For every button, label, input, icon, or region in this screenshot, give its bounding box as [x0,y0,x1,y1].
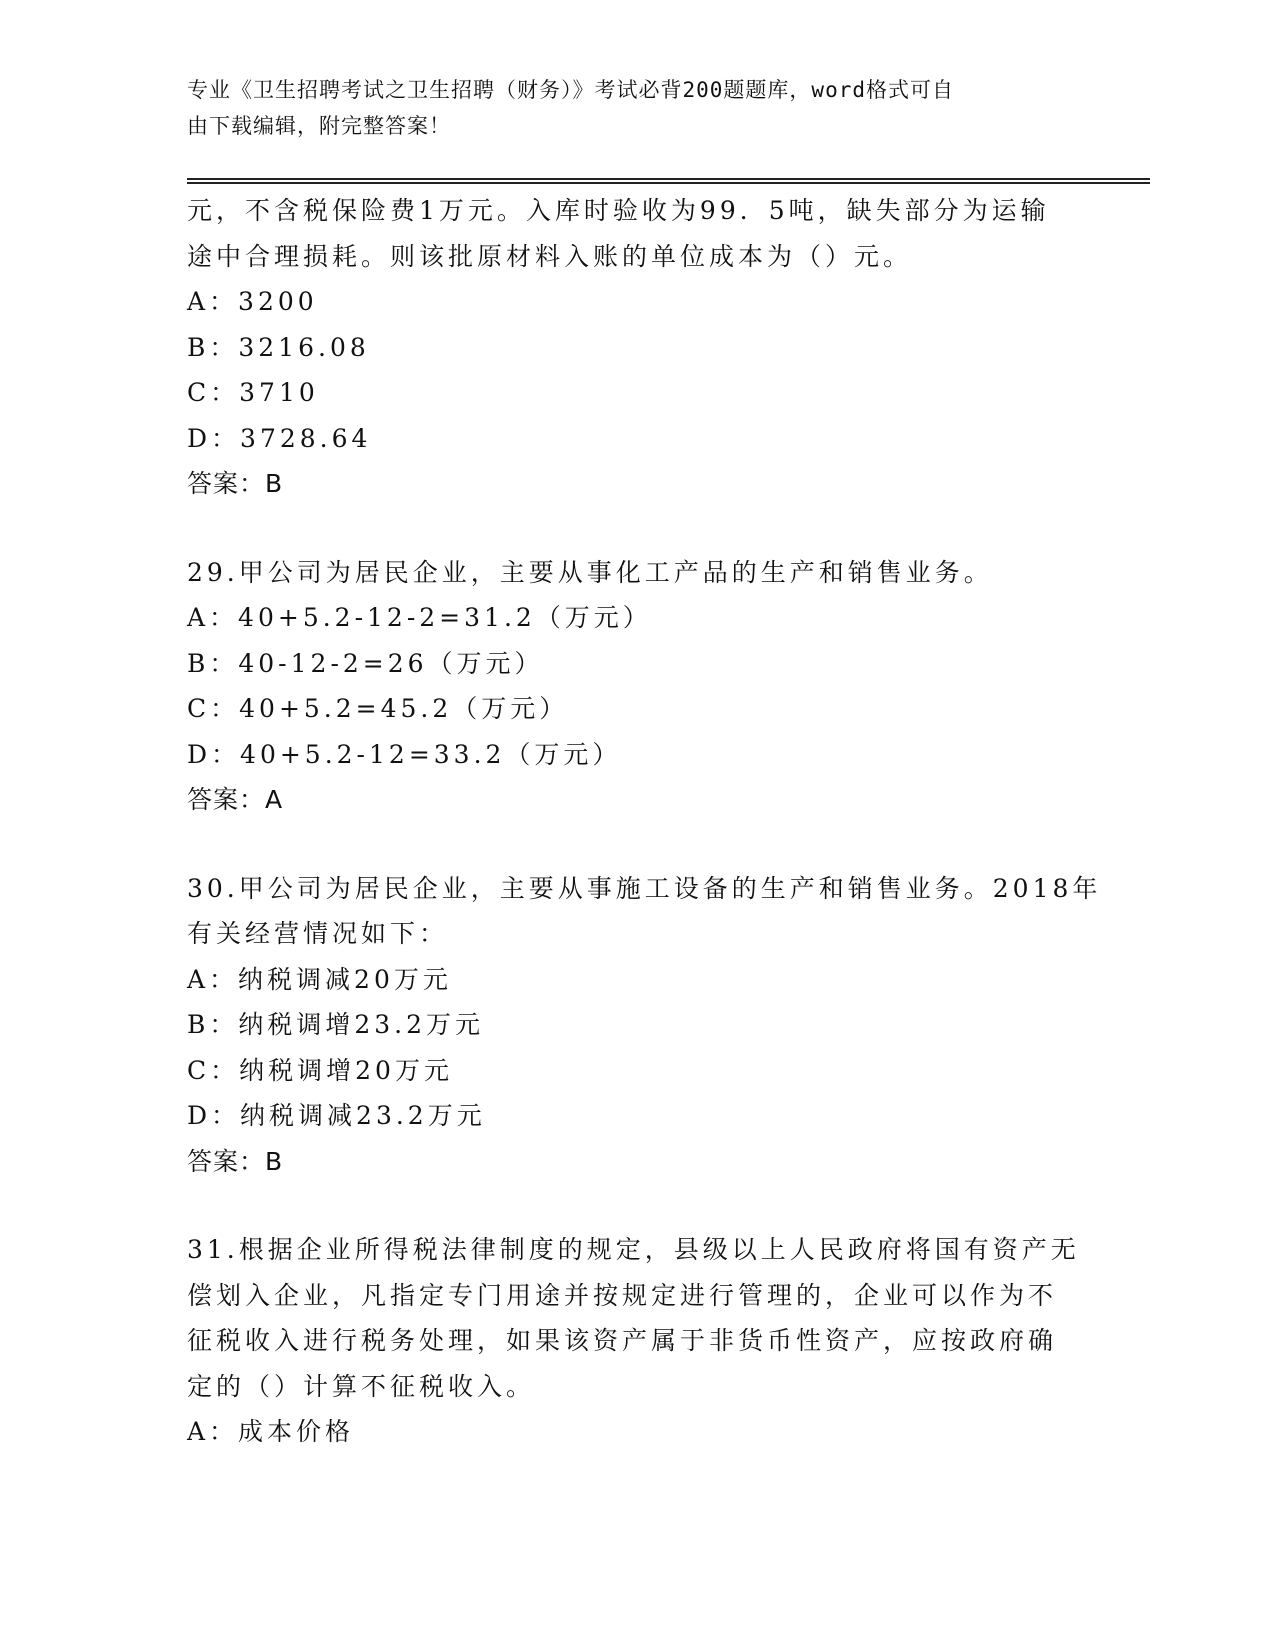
question-stem: 30.甲公司为居民企业，主要从事施工设备的生产和销售业务。2018年 [187,873,1102,903]
option-a: A：40+5.2-12-2=31.2（万元） [187,603,652,632]
question-stem: 征税收入进行税务处理，如果该资产属于非货币性资产，应按政府确 [187,1326,1058,1355]
header-divider [187,178,1150,184]
option-c: C：40+5.2=45.2（万元） [187,694,569,723]
option-c: C：纳税调增20万元 [187,1055,453,1085]
question-stem: 定的（）计算不征税收入。 [187,1371,536,1401]
option-a: A：3200 [187,287,318,316]
option-a: A：纳税调减20万元 [187,964,452,994]
question-30 [187,866,1102,1185]
option-a: A：成本价格 [187,1417,355,1446]
option-d: D：40+5.2-12=33.2（万元） [187,739,622,769]
question-31 [187,1227,1087,1455]
header-line-2: 由下载编辑，附完整答案！ [187,114,451,138]
spacer [187,1184,1087,1227]
question-28 [187,188,1087,507]
question-29 [187,550,1087,823]
question-stem: 29.甲公司为居民企业，主要从事化工产品的生产和销售业务。 [187,557,993,587]
question-stem: 元，不含税保险费1万元。入库时验收为99．5吨，缺失部分为运输 [187,196,1050,225]
header-line-1: 专业《卫生招聘考试之卫生招聘（财务）》考试必背200题题库，word格式可自 [187,78,954,102]
answer: 答案：A [187,785,284,814]
option-b: B：40-12-2=26（万元） [187,648,544,678]
spacer [187,823,1087,866]
document-body [187,188,1102,1455]
option-b: B：3216.08 [187,332,370,362]
question-stem: 途中合理损耗。则该批原材料入账的单位成本为（）元。 [187,241,913,271]
question-stem: 31.根据企业所得税法律制度的规定，县级以上人民政府将国有资产无 [187,1235,1080,1264]
option-d: D：纳税调减23.2万元 [187,1101,486,1130]
spacer [187,507,1087,550]
question-stem: 偿划入企业，凡指定专门用途并按规定进行管理的，企业可以作为不 [187,1280,1058,1310]
option-d: D：3728.64 [187,423,372,453]
option-c: C：3710 [187,378,319,407]
question-stem: 有关经营情况如下： [187,919,449,948]
answer: 答案：B [187,1146,284,1176]
option-b: B：纳税调增23.2万元 [187,1010,485,1039]
answer: 答案：B [187,469,284,498]
document-header [187,72,1087,144]
